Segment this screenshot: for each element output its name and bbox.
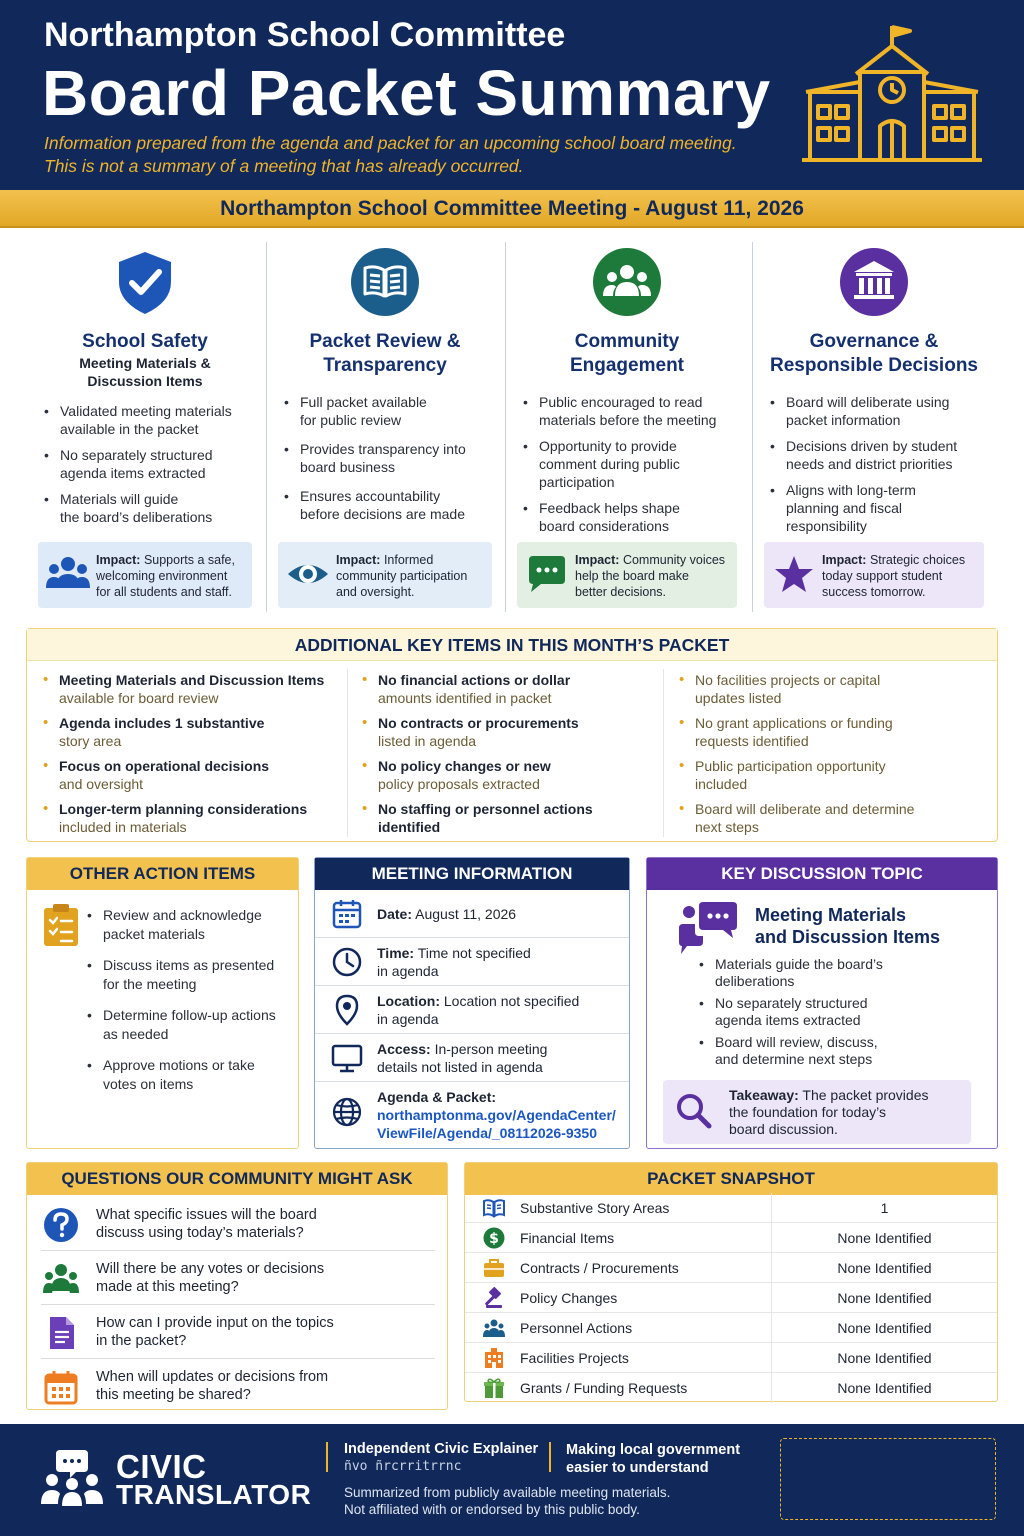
pillar-packet-review xyxy=(266,242,504,612)
meeting-information-panel xyxy=(314,857,630,1149)
list-item: • Board will deliberate using packet information xyxy=(770,393,986,429)
snapshot-value: None Identified xyxy=(771,1253,997,1283)
open-book-icon xyxy=(351,248,419,316)
pillar-community-engagement xyxy=(505,242,749,612)
calendar-icon xyxy=(331,898,363,930)
table-row xyxy=(465,1373,997,1403)
community-questions-panel xyxy=(26,1162,448,1410)
chat-bubble-icon xyxy=(525,554,569,594)
snapshot-value: 1 xyxy=(771,1193,997,1223)
header-note xyxy=(44,132,804,178)
meeting-date: Date: August 11, 2026 xyxy=(377,906,517,922)
list-item: • Materials guide the board’s deliberations xyxy=(699,956,983,990)
list-item: • Meeting Materials and Discussion Items available for board review xyxy=(41,671,341,707)
list-item: • Provides transparency into board business xyxy=(284,440,494,476)
footer-tagline-1-sub: ñvo ñrcrritrrnc xyxy=(344,1459,462,1474)
impact-text: Impact: Strategic choices today support student success tomorrow. xyxy=(822,553,966,599)
question-row xyxy=(41,1251,435,1305)
list-item: • Validated meeting materials available in the packet xyxy=(44,402,254,438)
organization-name: Northampton School Committee xyxy=(44,16,566,54)
monitor-icon xyxy=(331,1042,363,1074)
agenda-link[interactable]: northamptonma.gov/AgendaCenter/ ViewFile/Agenda/_08112026-9350 xyxy=(377,1107,616,1141)
pillar-title-line-2: Engagement xyxy=(569,355,685,376)
list-item: • Board will deliberate and determine next steps xyxy=(677,800,987,836)
civic-translator-logo-icon xyxy=(40,1448,104,1508)
pillar-title-line-2: Transparency xyxy=(323,355,447,376)
meeting-location: Location: Location not specified in agenda xyxy=(377,993,580,1027)
list-item: • No grant applications or funding requests identified xyxy=(677,714,987,750)
key-items-column-3 xyxy=(677,671,987,843)
snapshot-label: Contracts / Procurements xyxy=(520,1260,679,1276)
impact-box xyxy=(278,542,492,608)
snapshot-label: Grants / Funding Requests xyxy=(520,1380,688,1396)
list-item: • No financial actions or dollar amounts identified in packet xyxy=(360,671,660,707)
panel-heading: OTHER ACTION ITEMS xyxy=(27,858,298,890)
meeting-banner xyxy=(0,190,1024,228)
snapshot-label: Facilities Projects xyxy=(520,1350,629,1366)
list-item: • Focus on operational decisions and oversight xyxy=(41,757,341,793)
table-row xyxy=(465,1193,997,1223)
impact-box xyxy=(764,542,984,608)
snapshot-label: Policy Changes xyxy=(520,1290,618,1306)
people-vote-icon xyxy=(43,1261,79,1297)
globe-icon xyxy=(331,1096,363,1128)
question-text: What specific issues will the board discuss using today’s materials? xyxy=(96,1207,317,1241)
list-item: • Full packet available for public review xyxy=(284,393,494,429)
list-item: • Opportunity to provide comment during public participation xyxy=(523,437,739,491)
question-row xyxy=(41,1359,435,1413)
list-item: • No separately structured agenda items extracted xyxy=(44,446,254,482)
table-row xyxy=(465,1343,997,1373)
header xyxy=(0,0,1024,190)
topic-title: Meeting Materials and Discussion Items xyxy=(755,905,941,947)
people-group-icon xyxy=(46,554,90,594)
impact-box xyxy=(517,542,737,608)
magnifier-icon xyxy=(675,1092,713,1130)
list-item: • Feedback helps shape board considerations xyxy=(523,499,739,535)
panel-heading: QUESTIONS OUR COMMUNITY MIGHT ASK xyxy=(27,1163,447,1195)
pillar-subtitle-line-2: Discussion Items xyxy=(87,373,203,389)
list-item: • Board will review, discuss, and determine next steps xyxy=(699,1034,983,1068)
list-item: • Review and acknowledge packet materials xyxy=(87,906,290,944)
list-item: • Determine follow-up actions as needed xyxy=(87,1006,290,1044)
meeting-date-row xyxy=(315,890,629,938)
panel-heading: MEETING INFORMATION xyxy=(315,858,629,890)
meeting-access: Access: In-person meeting details not listed in agenda xyxy=(377,1041,548,1075)
pillar-bullets xyxy=(770,393,986,543)
meeting-banner-text: Northampton School Committee Meeting - August 11, 2026 xyxy=(220,197,804,220)
community-people-icon xyxy=(593,248,661,316)
pillar-bullets xyxy=(523,393,739,543)
additional-key-items xyxy=(26,628,998,842)
dollar-icon xyxy=(483,1227,505,1249)
placeholder-box xyxy=(780,1438,996,1520)
list-item: • No facilities projects or capital updates listed xyxy=(677,671,987,707)
key-items-column-1 xyxy=(41,671,341,843)
list-item: • Decisions driven by student needs and district priorities xyxy=(770,437,986,473)
key-items-column-2 xyxy=(360,671,660,843)
action-list xyxy=(87,906,290,1106)
pillar-subtitle-line-1: Meeting Materials & xyxy=(79,355,211,371)
discussion-chat-icon xyxy=(677,902,739,958)
question-mark-icon xyxy=(43,1207,79,1243)
briefcase-icon xyxy=(483,1257,505,1279)
calendar-grid-icon xyxy=(43,1369,79,1405)
svg-text:$: $ xyxy=(489,1231,499,1247)
key-discussion-topic-panel xyxy=(646,857,998,1149)
snapshot-value: None Identified xyxy=(771,1313,997,1343)
panel-heading: PACKET SNAPSHOT xyxy=(465,1163,997,1195)
meeting-time: Time: Time not specified in agenda xyxy=(377,945,531,979)
footer-tagline-2: Making local government easier to understand xyxy=(566,1442,741,1476)
question-text: When will updates or decisions from this meeting be shared? xyxy=(96,1369,329,1403)
list-item: • Agenda includes 1 substantive story area xyxy=(41,714,341,750)
header-note-line-1: Information prepared from the agenda and packet for an upcoming school board meeting. xyxy=(44,133,737,153)
impact-box xyxy=(38,542,252,608)
header-note-line-2: This is not a summary of a meeting that has already occurred. xyxy=(44,156,524,176)
list-item: • No policy changes or new policy proposals extracted xyxy=(360,757,660,793)
pillar-bullets xyxy=(284,393,494,531)
pillar-bullets xyxy=(44,402,254,534)
topic-bullets xyxy=(699,956,983,1073)
table-row xyxy=(465,1253,997,1283)
meeting-location-row xyxy=(315,986,629,1034)
impact-text: Impact: Community voices help the board make better decisions. xyxy=(575,553,726,599)
divider xyxy=(326,1442,328,1472)
snapshot-value: None Identified xyxy=(771,1223,997,1253)
snapshot-label: Substantive Story Areas xyxy=(520,1200,670,1216)
gift-icon xyxy=(483,1377,505,1399)
footer-disclaimer: Summarized from publicly available meeting materials. Not affiliated with or endorsed by this public body. xyxy=(344,1485,671,1517)
impact-text: Impact: Informed community participation and oversight. xyxy=(336,553,468,599)
takeaway-text: Takeaway: The packet provides the foundation for today’s board discussion. xyxy=(729,1087,929,1137)
divider xyxy=(549,1442,551,1472)
brand-name-line-1: CIVIC xyxy=(116,1448,207,1485)
list-item: • Discuss items as presented for the meeting xyxy=(87,956,290,994)
list-item: • No staffing or personnel actions identified xyxy=(360,800,660,836)
team-icon xyxy=(483,1317,505,1339)
location-pin-icon xyxy=(331,994,363,1026)
list-item: • No separately structured agenda items extracted xyxy=(699,995,983,1029)
table-row xyxy=(465,1223,997,1253)
packet-snapshot-panel xyxy=(464,1162,998,1402)
pillar-title-line-1: Governance & xyxy=(809,331,939,352)
list-item: • Ensures accountability before decisions are made xyxy=(284,487,494,523)
panel-heading: KEY DISCUSSION TOPIC xyxy=(647,858,997,890)
footer-tagline-1: Independent Civic Explainer xyxy=(344,1441,539,1457)
impact-text: Impact: Supports a safe, welcoming environment for all students and staff. xyxy=(96,553,235,599)
clipboard-checklist-icon xyxy=(41,902,81,948)
pillar-governance xyxy=(752,242,996,612)
section-heading: ADDITIONAL KEY ITEMS IN THIS MONTH’S PACKET xyxy=(27,629,997,661)
table-row xyxy=(465,1283,997,1313)
brand-name-line-2: TRANSLATOR xyxy=(116,1479,312,1510)
table-row xyxy=(465,1313,997,1343)
meeting-agenda-row xyxy=(315,1082,629,1146)
snapshot-label: Financial Items xyxy=(520,1230,615,1246)
list-item: • Public participation opportunity included xyxy=(677,757,987,793)
takeaway-box xyxy=(663,1080,971,1144)
school-building-icon xyxy=(800,22,984,164)
list-item: • Materials will guide the board’s deliberations xyxy=(44,490,254,526)
snapshot-value: None Identified xyxy=(771,1283,997,1313)
pillar-title-line-2: Responsible Decisions xyxy=(769,355,978,376)
pillar-school-safety xyxy=(26,242,264,612)
snapshot-value: None Identified xyxy=(771,1343,997,1373)
eye-icon xyxy=(286,554,330,594)
pillar-title: School Safety xyxy=(82,331,208,352)
question-text: Will there be any votes or decisions made at this meeting? xyxy=(96,1261,325,1295)
meeting-agenda-packet: Agenda & Packet: northamptonma.gov/AgendaCenter/ ViewFile/Agenda/_08112026-9350 xyxy=(377,1089,616,1141)
star-icon xyxy=(772,554,816,594)
list-item: • Aligns with long-term planning and fiscal responsibility xyxy=(770,481,986,535)
building-icon xyxy=(483,1347,505,1369)
book-icon xyxy=(483,1197,505,1219)
list-item: • Longer-term planning considerations included in materials xyxy=(41,800,341,836)
document-icon xyxy=(43,1315,79,1351)
divider xyxy=(347,669,348,837)
snapshot-label: Personnel Actions xyxy=(520,1320,633,1336)
question-row xyxy=(41,1197,435,1251)
divider xyxy=(663,669,664,837)
meeting-access-row xyxy=(315,1034,629,1082)
other-action-items-panel xyxy=(26,857,299,1149)
list-item: • No contracts or procurements listed in agenda xyxy=(360,714,660,750)
meeting-time-row xyxy=(315,938,629,986)
shield-check-icon xyxy=(111,248,179,316)
government-building-icon xyxy=(840,248,908,316)
list-item: • Approve motions or take votes on items xyxy=(87,1056,290,1094)
list-item: • Public encouraged to read materials before the meeting xyxy=(523,393,739,429)
snapshot-value: None Identified xyxy=(771,1373,997,1403)
gavel-icon xyxy=(483,1287,505,1309)
page-title: Board Packet Summary xyxy=(42,57,771,129)
pillar-title-line-1: Community xyxy=(574,331,680,352)
question-row xyxy=(41,1305,435,1359)
footer xyxy=(0,1424,1024,1536)
clock-icon xyxy=(331,946,363,978)
pillar-title-line-1: Packet Review & xyxy=(309,331,461,352)
question-text: How can I provide input on the topics in the packet? xyxy=(96,1315,334,1349)
